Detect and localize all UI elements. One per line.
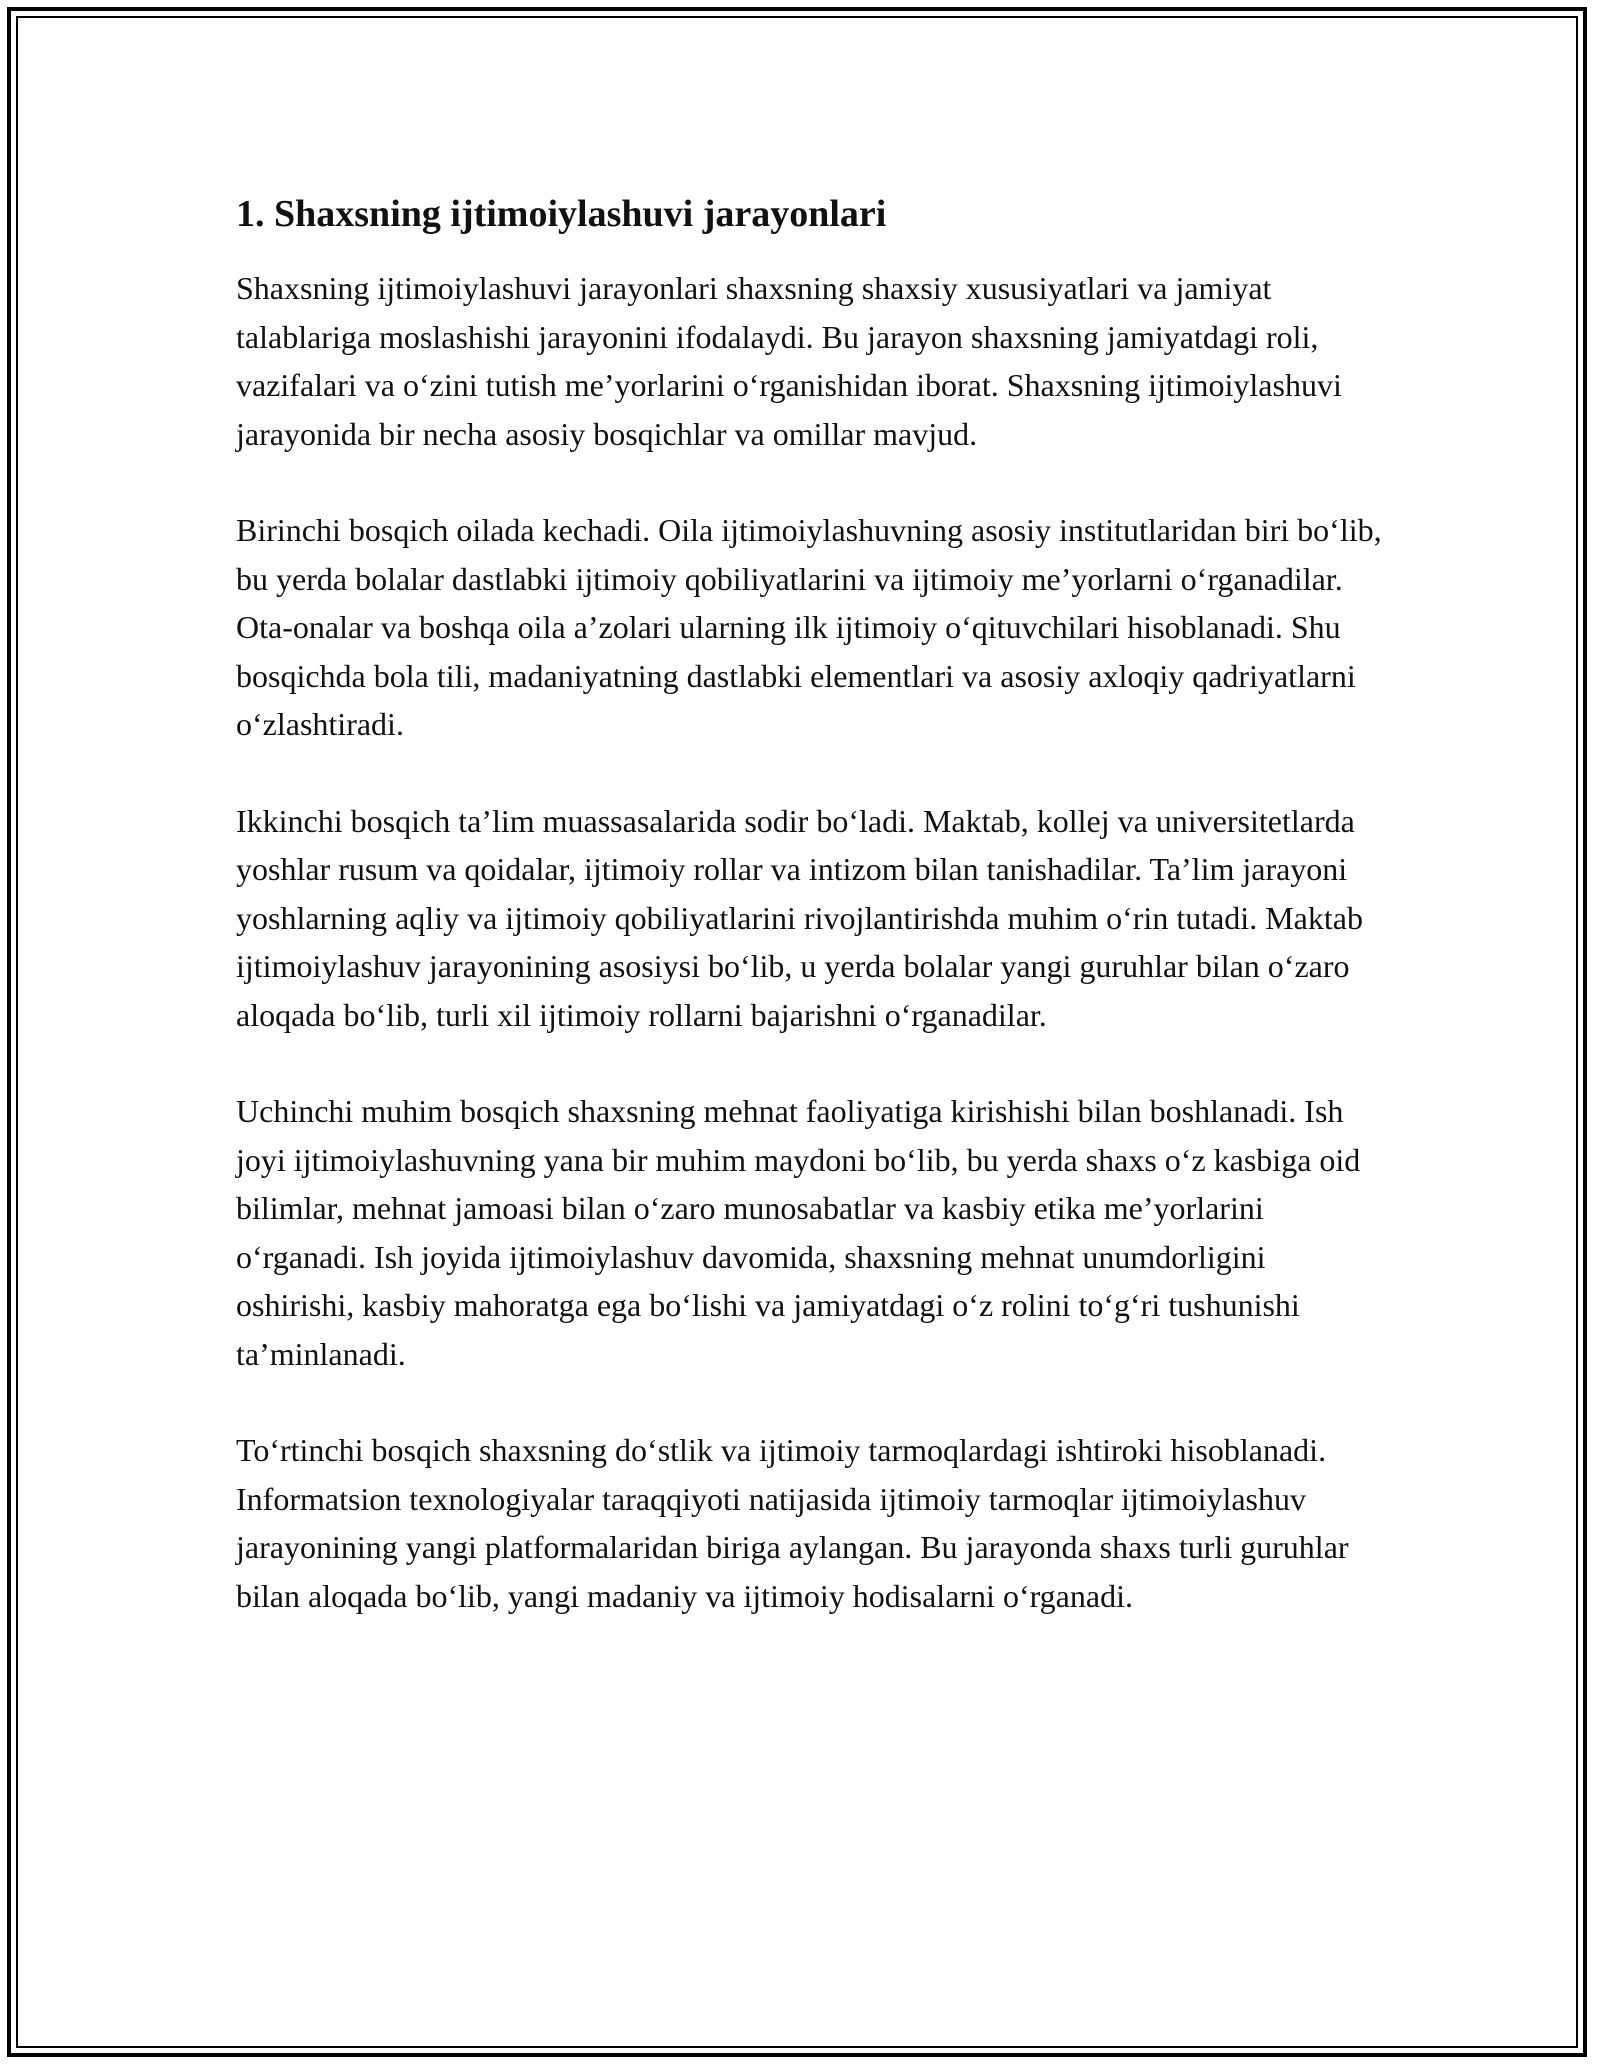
paragraph-stage-two: Ikkinchi bosqich ta’lim muassasalarida sodir bo‘ladi. Maktab, kollej va universitetlarda yoshlar rusum va qoidalar, ijtimoiy rollar va intizom bilan tanishadilar. Ta’lim jarayoni yoshlarning aqliy va ijtimoiy qobiliyatlarini rivojlantirishda muhim o‘rin tutadi. Maktab ijtimoiylashuv jarayonining asosiysi bo‘lib, u yerda bolalar yangi guruhlar bilan o‘zaro aloqada bo‘lib, turli xil ijtimoiy rollarni bajarishni o‘rganadilar. [236, 802, 1363, 1033]
section-heading: 1. Shaxsning ijtimoiylashuvi jarayonlari [236, 193, 887, 235]
paragraph-stage-three: Uchinchi muhim bosqich shaxsning mehnat faoliyatiga kirishishi bilan boshlanadi. Ish joyi ijtimoiylashuvning yana bir muhim maydoni bo‘lib, bu yerda shaxs o‘z kasbiga oid bilimlar, mehnat jamoasi bilan o‘zaro munosabatlar va kasbiy etika me’yorlarini o‘rganadi. Ish joyida ijtimoiylashuv davomida, shaxsning mehnat unumdorligini oshirishi, kasbiy mahoratga ega bo‘lishi va jamiyatdagi o‘z rolini to‘g‘ri tushunishi ta’minlanadi. [236, 1093, 1361, 1372]
document-body [236, 190, 1386, 1668]
paragraph-stage-four: To‘rtinchi bosqich shaxsning do‘stlik va ijtimoiy tarmoqlardagi ishtiroki hisoblanadi. Informatsion texnologiyalar taraqqiyoti natijasida ijtimoiy tarmoqlar ijtimoiylashuv jarayonining yangi platformalaridan biriga aylangan. Bu jarayonda shaxs turli guruhlar bilan aloqada bo‘lib, yangi madaniy va ijtimoiy hodisalarni o‘rganadi. [236, 1432, 1349, 1614]
paragraph-intro: Shaxsning ijtimoiylashuvi jarayonlari shaxsning shaxsiy xususiyatlari va jamiyat talablariga moslashishi jarayonini ifodalaydi. Bu jarayon shaxsning jamiyatdagi roli, vazifalari va o‘zini tutish me’yorlarini o‘rganishidan iborat. Shaxsning ijtimoiylashuvi jarayonida bir necha asosiy bosqichlar va omillar mavjud. [236, 270, 1342, 452]
paragraph-stage-one: Birinchi bosqich oilada kechadi. Oila ijtimoiylashuvning asosiy institutlaridan biri bo‘lib, bu yerda bolalar dastlabki ijtimoiy qobiliyatlarini va ijtimoiy me’yorlarni o‘rganadilar. Ota-onalar va boshqa oila a’zolari ularning ilk ijtimoiy o‘qituvchilari hisoblanadi. Shu bosqichda bola tili, madaniyatning dastlabki elementlari va asosiy axloqiy qadriyatlarni o‘zlashtiradi. [236, 512, 1382, 742]
